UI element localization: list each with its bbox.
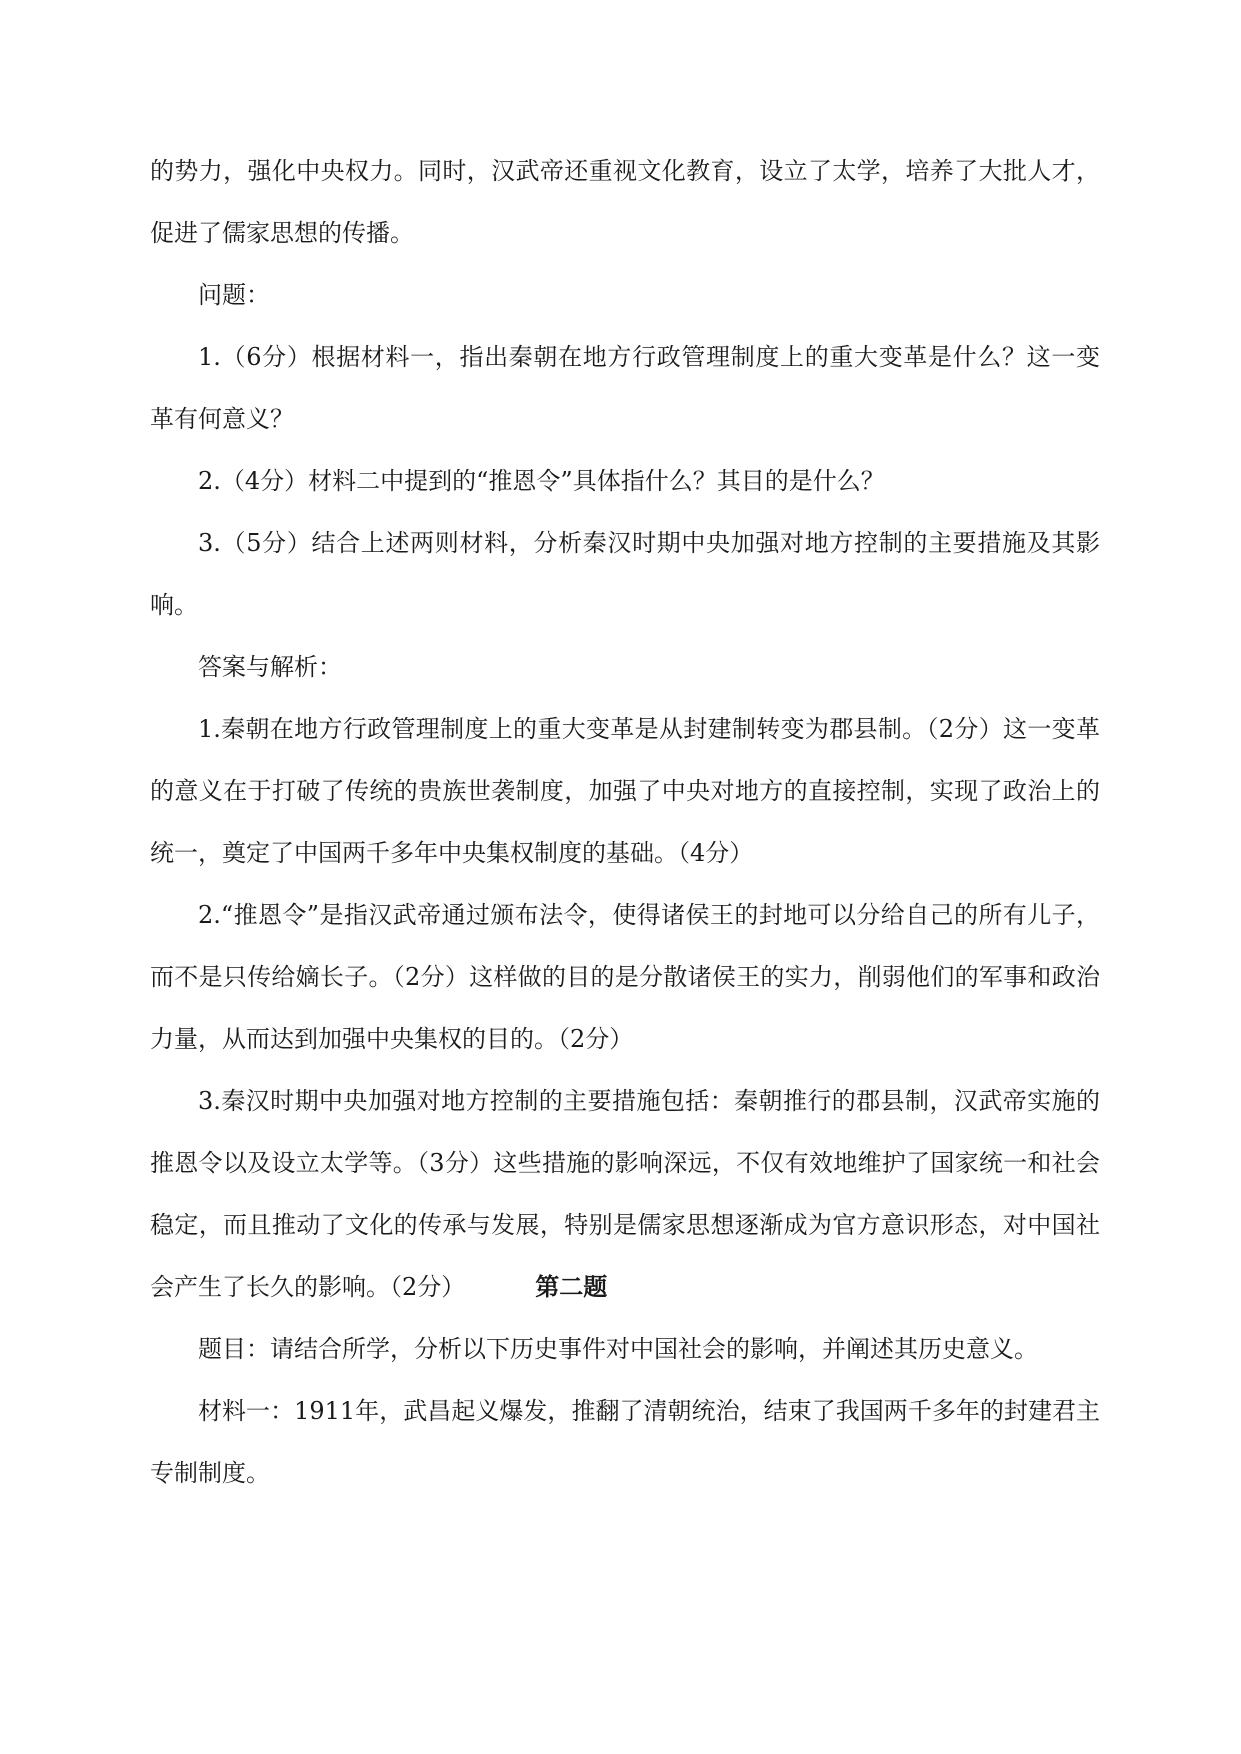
answer-2: 2.“推恩令”是指汉武帝通过颁布法令，使得诸侯王的封地可以分给自己的所有儿子，而不是只传给嫡长子。（2分）这样做的目的是分散诸侯王的实力，削弱他们的军事和政治力量，从而达到加强中央集权的目的。（2分）	[150, 901, 1100, 1053]
question-2: 2.（4分）材料二中提到的“推恩令”具体指什么？其目的是什么？	[198, 467, 885, 495]
document-body	[150, 140, 1100, 1504]
question-3: 3.（5分）结合上述两则材料，分析秦汉时期中央加强对地方控制的主要措施及其影响。	[150, 529, 1100, 619]
answer-3	[150, 1070, 1100, 1318]
paragraph-continuation: 的势力，强化中央权力。同时，汉武帝还重视文化教育，设立了太学，培养了大批人才，促进了儒家思想的传播。	[150, 157, 1100, 247]
answer-1: 1.秦朝在地方行政管理制度上的重大变革是从封建制转变为郡县制。（2分）这一变革的意义在于打破了传统的贵族世袭制度，加强了中央对地方的直接控制，实现了政治上的统一，奠定了中国两千多年中央集权制度的基础。（4分）	[150, 715, 1100, 867]
questions-label: 问题：	[198, 281, 270, 309]
answer-3-text: 3.秦汉时期中央加强对地方控制的主要措施包括：秦朝推行的郡县制，汉武帝实施的推恩令以及设立太学等。（3分）这些措施的影响深远，不仅有效地维护了国家统一和社会稳定，而且推动了文化的传承与发展，特别是儒家思想逐渐成为官方意识形态，对中国社会产生了长久的影响。（2分）	[150, 1087, 1100, 1301]
material-1: 材料一：1911年，武昌起义爆发，推翻了清朝统治，结束了我国两千多年的封建君主专制制度。	[150, 1397, 1100, 1487]
answers-label: 答案与解析：	[198, 653, 342, 681]
section-heading-2: 第二题	[535, 1272, 608, 1301]
question-1: 1.（6分）根据材料一，指出秦朝在地方行政管理制度上的重大变革是什么？这一变革有何意义？	[150, 343, 1100, 433]
question-prompt: 题目：请结合所学，分析以下历史事件对中国社会的影响，并阐述其历史意义。	[198, 1335, 1038, 1363]
